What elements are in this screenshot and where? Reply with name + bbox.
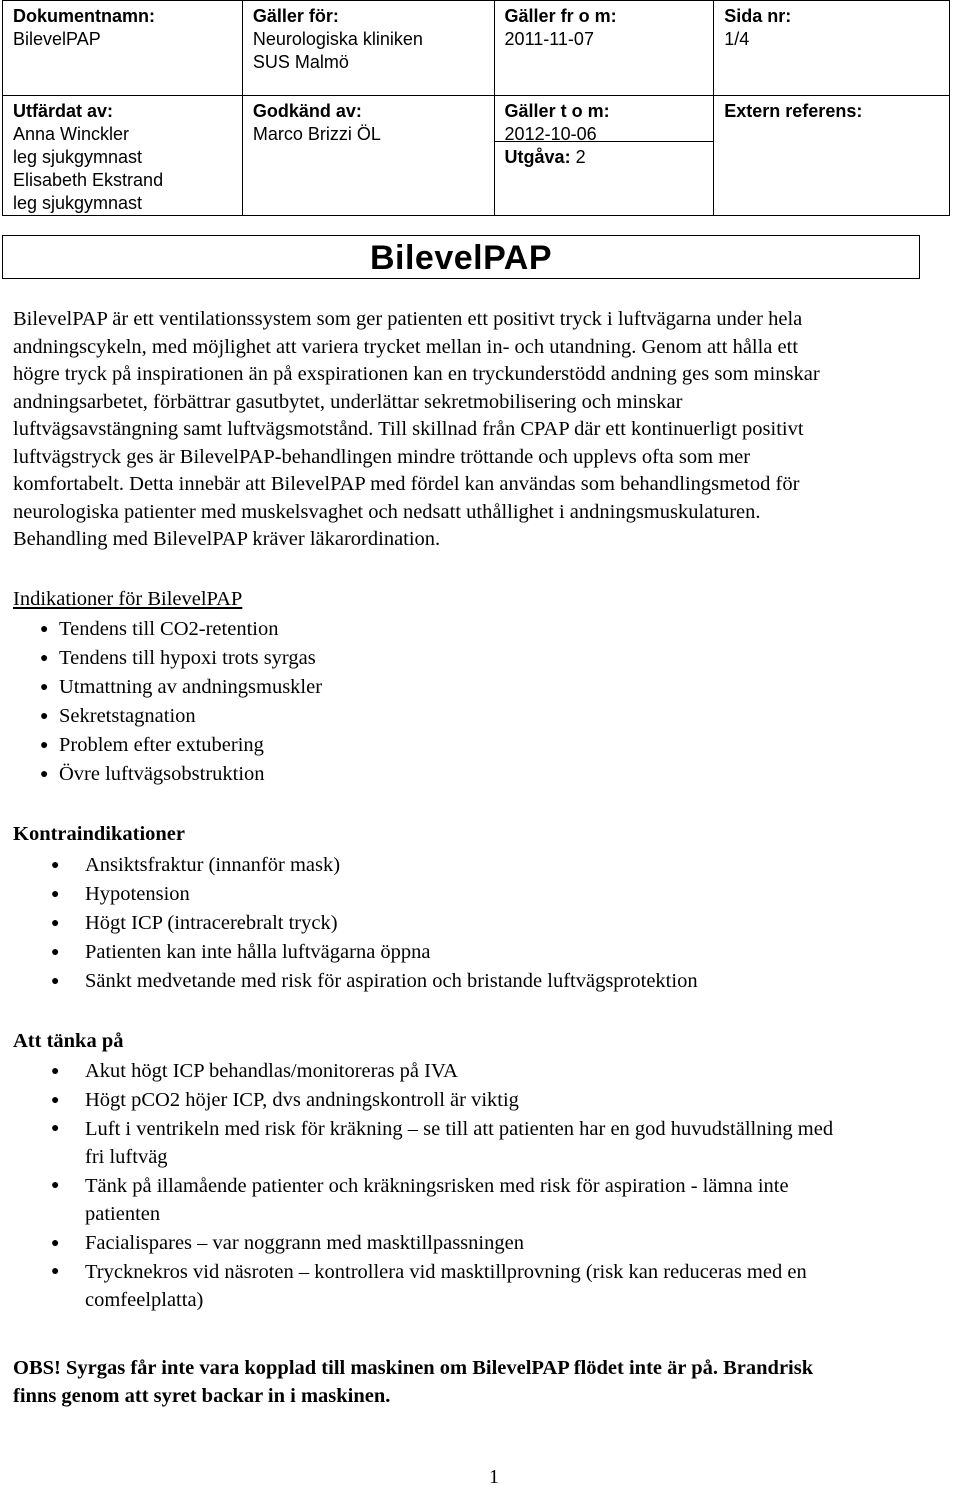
bullet-icon: ●: [51, 973, 60, 989]
intro-line: luftvägstryck ges är BilevelPAP-behandlingen mindre tröttande och upplevs ofta som mer: [13, 445, 751, 468]
issued-by-value: Anna Winckler: [13, 124, 130, 144]
document-name-value: BilevelPAP: [13, 29, 101, 49]
applies-to-value: SUS Malmö: [252, 52, 349, 72]
consider-list: [13, 1057, 958, 1315]
bullet-icon: ●: [40, 709, 49, 724]
header-cell-external-reference: [714, 96, 950, 216]
list-item: ● Facialispares – var noggrann med masktillpassningen: [13, 1229, 958, 1258]
header-cell-valid-from: [494, 1, 714, 96]
list-item: ● Akut högt ICP behandlas/monitoreras på IVA: [13, 1057, 958, 1086]
contraindications-heading: Kontraindikationer: [13, 823, 185, 845]
header-cell-valid-to: [494, 96, 714, 216]
valid-to-label: Gäller t o m:: [504, 101, 610, 121]
document-name-label: Dokumentnamn:: [13, 6, 156, 26]
issued-by-value: Elisabeth Ekstrand: [13, 170, 164, 190]
issued-by-value: leg sjukgymnast: [13, 147, 143, 167]
bullet-icon: ●: [51, 886, 60, 902]
edition-block: [495, 142, 714, 169]
list-item: ● Sekretstagnation: [13, 702, 958, 731]
applies-to-value: Neurologiska kliniken: [252, 29, 423, 49]
bullet-icon: ●: [51, 1064, 60, 1079]
bullet-icon: ●: [40, 680, 49, 695]
obs-line: OBS! Syrgas får inte vara kopplad till maskinen om BilevelPAP flödet inte är på. Brandrisk: [13, 1357, 814, 1379]
bullet-icon: ●: [40, 622, 49, 637]
applies-to-label: Gäller för:: [252, 6, 339, 26]
list-item: ● Patienten kan inte hålla luftvägarna öppna: [13, 938, 958, 967]
edition-value: 2: [570, 147, 586, 167]
bullet-icon: ●: [40, 651, 49, 666]
contraindications-list: [13, 851, 958, 996]
bullet-icon: ●: [51, 1264, 60, 1279]
document-body: [13, 306, 958, 1410]
intro-line: BilevelPAP är ett ventilationssystem som ger patienten ett positivt tryck i luftvägarna under hela: [13, 308, 803, 330]
header-cell-applies-to: [242, 1, 494, 96]
bullet-icon: ●: [51, 1093, 60, 1108]
valid-to-block: [495, 96, 714, 142]
intro-line: neurologiska patienter med muskelsvaghet och nedsatt uthållighet i andningsmuskulaturen.: [13, 500, 761, 523]
list-item: ● Tendens till hypoxi trots syrgas: [13, 644, 958, 673]
bullet-icon: ●: [51, 1236, 60, 1251]
intro-line: högre tryck på inspirationen än på exspirationen kan en tryckunderstödd andning ges som minskar: [13, 363, 820, 385]
obs-warning: [13, 1355, 958, 1410]
bullet-icon: ●: [40, 767, 49, 782]
issued-by-label: Utfärdat av:: [13, 101, 114, 121]
list-item: ● Hypotension: [13, 880, 958, 909]
bullet-icon: ●: [40, 738, 49, 753]
obs-line: finns genom att syret backar in i maskinen.: [13, 1384, 391, 1407]
intro-line: komfortabelt. Detta innebär att BilevelPAP med fördel kan användas som behandlingsmetod för: [13, 473, 800, 495]
list-item: ● Tänk på illamående patienter och kräkningsrisken med risk för aspiration - lämna inte patienten: [13, 1172, 958, 1229]
bullet-icon: ●: [51, 944, 60, 960]
list-item: ● Ansiktsfraktur (innanför mask): [13, 851, 958, 880]
bullet-icon: ●: [51, 915, 60, 931]
list-item: ● Tendens till CO2-retention: [13, 615, 958, 644]
external-reference-label: Extern referens:: [724, 101, 863, 121]
bullet-icon: ●: [51, 1121, 60, 1136]
indications-heading: Indikationer för BilevelPAP: [13, 587, 243, 610]
indications-list: [13, 615, 958, 789]
list-item: ● Högt pCO2 höjer ICP, dvs andningskontroll är viktig: [13, 1086, 958, 1115]
intro-line: andningscykeln, med möjlighet att variera trycket mellan in- och utandning. Genom att hålla ett: [13, 335, 799, 358]
bullet-icon: ●: [51, 857, 60, 873]
list-item: ● Sänkt medvetande med risk för aspiration och bristande luftvägsprotektion: [13, 967, 958, 996]
approved-by-label: Godkänd av:: [252, 101, 362, 121]
list-item: ● Utmattning av andningsmuskler: [13, 673, 958, 702]
edition-label: Utgåva:: [504, 147, 571, 167]
list-item: ● Problem efter extubering: [13, 731, 958, 760]
intro-line: Behandling med BilevelPAP kräver läkarordination.: [13, 528, 441, 550]
intro-line: andningsarbetet, förbättrar gasutbytet, underlättar sekretmobilisering och minskar: [13, 390, 683, 413]
list-item: ● Luft i ventrikeln med risk för kräkning – se till att patienten har en god huvudställning med fri luftväg: [13, 1115, 958, 1172]
list-item: ● Trycknekros vid näsroten – kontrollera vid masktillprovning (risk kan reduceras med en comfeelplatta): [13, 1258, 958, 1315]
list-item: ● Högt ICP (intracerebralt tryck): [13, 909, 958, 938]
header-cell-issued-by: [3, 96, 243, 216]
header-cell-approved-by: [242, 96, 494, 216]
header-cell-document-name: [3, 1, 243, 96]
intro-line: luftvägsavstängning samt luftvägsmotstånd. Till skillnad från CPAP där ett kontinuerligt positivt: [13, 418, 804, 440]
bullet-icon: ●: [51, 1178, 60, 1193]
page-number-label: Sida nr:: [724, 6, 792, 26]
valid-from-value: 2011-11-07: [504, 29, 594, 49]
intro-paragraph: [13, 306, 958, 554]
header-cell-page-number: [714, 1, 950, 96]
valid-to-value: 2012-10-06: [504, 124, 597, 144]
issued-by-value: leg sjukgymnast: [13, 193, 143, 213]
page-footer-number: 1: [489, 1466, 499, 1488]
document-title: BilevelPAP: [2, 235, 920, 279]
list-item: ● Övre luftvägsobstruktion: [13, 760, 958, 789]
page-number-value: 1/4: [724, 29, 750, 49]
valid-from-label: Gäller fr o m:: [504, 6, 617, 26]
approved-by-value: Marco Brizzi ÖL: [252, 124, 381, 144]
consider-heading: Att tänka på: [13, 1029, 124, 1052]
document-header-table: [2, 0, 950, 216]
